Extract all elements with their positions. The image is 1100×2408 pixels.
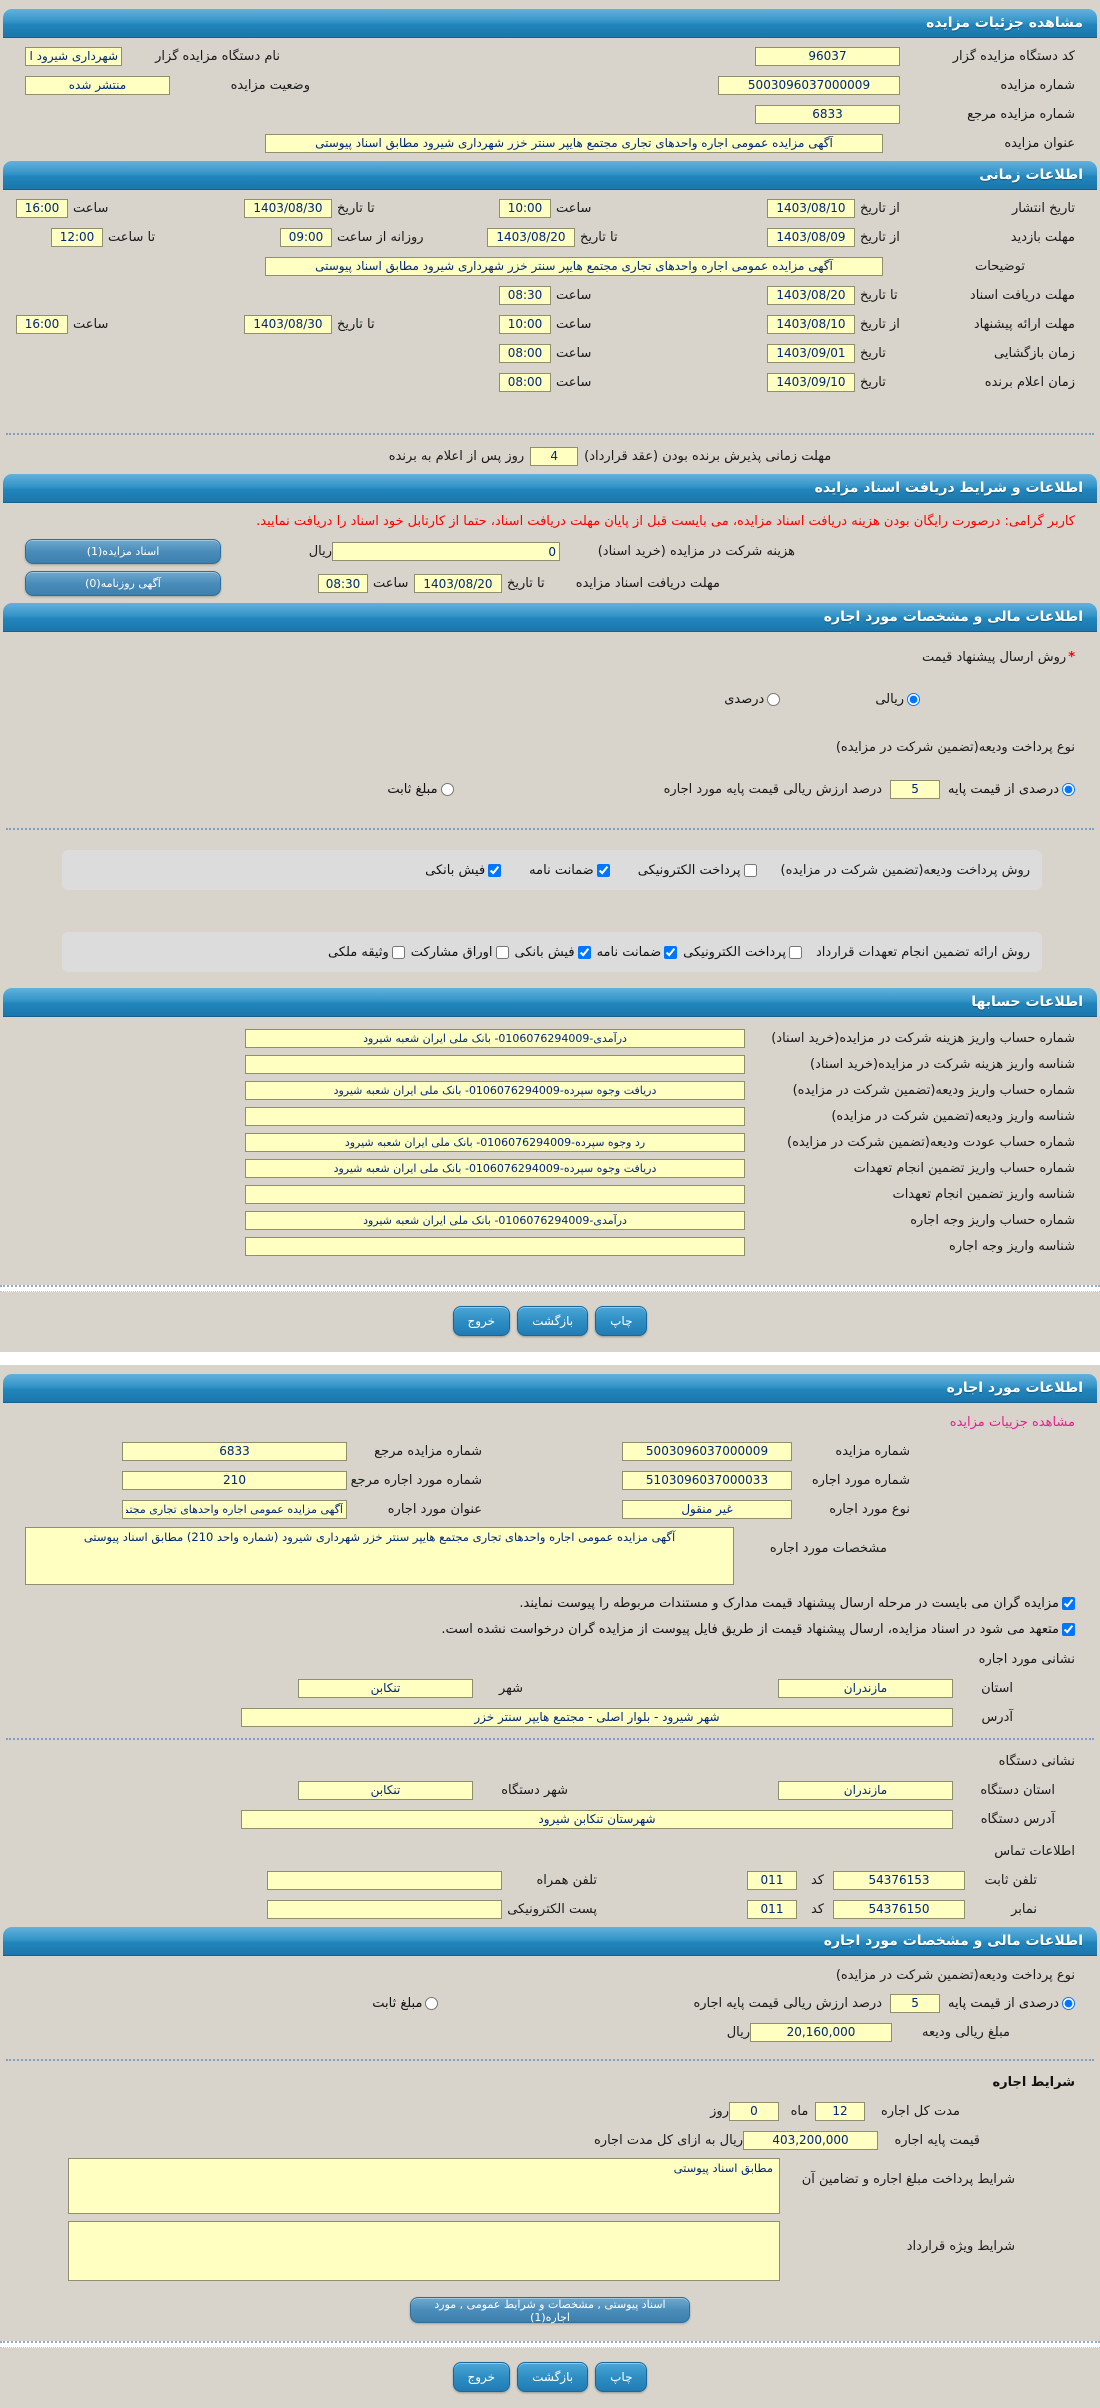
row-fax <box>0 1898 1100 1920</box>
back-button[interactable]: بازگشت <box>517 1306 588 1336</box>
account-label: شماره حساب واریز تضمین انجام تعهدات <box>853 1160 1075 1176</box>
section-header-financial-2 <box>3 1927 1097 1956</box>
checkbox-property-collateral[interactable] <box>328 945 405 960</box>
account-label: شماره حساب واریز وجه اجاره <box>910 1212 1075 1228</box>
exit-button[interactable]: خروج <box>453 1306 511 1336</box>
org-address-label: آدرس دستگاه <box>980 1811 1055 1827</box>
checkbox-label: متعهد می شود در اسناد مزایده، ارسال پیشنهاد قیمت از طریق فایل پیوست از مزایده گران درخواست نشده است. <box>441 1621 1059 1637</box>
auction-no-label: شماره مزایده <box>835 1443 910 1459</box>
section-title: مشاهده جزئیات مزایده <box>926 15 1083 31</box>
docs-deadline-label: مهلت دریافت اسناد مزایده <box>575 576 720 591</box>
row-org-address <box>0 1808 1100 1830</box>
special-terms-label: شرایط ویژه قرارداد <box>906 2239 1015 2254</box>
account-input[interactable] <box>245 1185 745 1204</box>
row-org-province-city <box>0 1779 1100 1801</box>
account-row <box>0 1235 1100 1257</box>
city-label: شهر <box>498 1680 523 1696</box>
item-ref-input[interactable] <box>122 1471 347 1490</box>
org-province-label: استان دستگاه <box>980 1782 1055 1798</box>
org-name-label: نام دستگاه مزایده گزار <box>155 48 280 64</box>
accept-deadline-days-input[interactable] <box>530 447 578 466</box>
payment-terms-label: شرایط پرداخت مبلغ اجاره و تضامین آن <box>801 2172 1015 2187</box>
timing-label: مهلت ارائه پیشنهاد <box>973 316 1075 332</box>
org-code-input[interactable] <box>755 47 900 66</box>
section-header-auction-details <box>3 9 1097 38</box>
guarantee-methods-label: روش ارائه تضمین انجام تعهدات قرارداد <box>815 944 1030 960</box>
account-row <box>0 1157 1100 1179</box>
timing-label: زمان بازگشایی <box>994 345 1075 361</box>
row-rental-auction-no <box>0 1440 1100 1462</box>
base-price-label: قیمت پایه اجاره <box>894 2132 980 2148</box>
visit-daily-from-time-input[interactable] <box>280 228 332 247</box>
auction-status-input[interactable] <box>25 76 170 95</box>
day-label: روز <box>710 2103 729 2119</box>
special-terms-textarea[interactable] <box>68 2221 780 2281</box>
timing-row-docs-deadline <box>0 284 1100 306</box>
rial-radio[interactable] <box>907 693 920 706</box>
no-file-note-checkbox[interactable] <box>1062 1623 1075 1636</box>
radio-label: درصدی از قیمت پایه <box>948 1995 1059 2011</box>
separator-band <box>0 1285 1100 1292</box>
account-row <box>0 1105 1100 1127</box>
nav-buttons-bottom <box>0 2362 1100 2392</box>
province-input[interactable] <box>778 1679 953 1698</box>
publish-to-date-input[interactable] <box>244 199 332 218</box>
section-header-rental-item <box>3 1374 1097 1403</box>
radio-label: مبلغ ثابت <box>372 1995 423 2011</box>
row-duration <box>0 2100 1100 2122</box>
row-rental-type <box>0 1498 1100 1520</box>
winner-time-input[interactable] <box>499 373 551 392</box>
percent-of-base-radio[interactable] <box>1062 1997 1075 2010</box>
electronic-payment-checkbox[interactable] <box>789 946 802 959</box>
section-header-docs <box>3 474 1097 503</box>
account-row <box>0 1079 1100 1101</box>
hour-label: ساعت <box>556 345 592 361</box>
hour-label: ساعت <box>556 200 592 216</box>
checkbox-label: پرداخت الکترونیکی <box>637 862 741 878</box>
radio-label: درصدی <box>724 691 765 707</box>
required-asterisk: * <box>1068 649 1075 665</box>
offer-method-label: روش ارسال پیشنهاد قیمت <box>921 649 1067 665</box>
electronic-payment-checkbox[interactable] <box>744 864 757 877</box>
rental-terms-title: شرایط اجاره <box>992 2074 1075 2090</box>
spec-textarea[interactable] <box>25 1527 734 1585</box>
item-ref-label: شماره مورد اجاره مرجع <box>350 1472 482 1488</box>
to-date-label: تا تاریخ <box>337 200 375 216</box>
accept-deadline-label: مهلت زمانی پذیرش برنده بودن (عقد قرارداد) <box>584 448 832 464</box>
auction-no-input[interactable] <box>622 1442 792 1461</box>
rental-item-block <box>0 1365 1100 2408</box>
docs-deadline-date-input[interactable] <box>767 286 855 305</box>
row-special-terms <box>0 2221 1100 2281</box>
account-row <box>0 1209 1100 1231</box>
from-date-label: از تاریخ <box>860 316 900 332</box>
deposit-amount-label: مبلغ ریالی ودیعه <box>922 2024 1010 2040</box>
fax-input[interactable] <box>833 1900 965 1919</box>
separator <box>6 2059 1094 2061</box>
newspaper-ad-button[interactable]: آگهی روزنامه(0) <box>25 571 221 596</box>
row-spec <box>0 1527 1100 1585</box>
spec-label: مشخصات مورد اجاره <box>769 1541 887 1556</box>
org-address-title: نشانی دستگاه <box>998 1753 1075 1769</box>
to-hour-label: تا ساعت <box>108 229 156 245</box>
phone-label: تلفن ثابت <box>984 1872 1037 1888</box>
row-phone <box>0 1869 1100 1891</box>
print-button[interactable]: چاپ <box>595 2362 647 2392</box>
timing-row-opening <box>0 342 1100 364</box>
account-label: شماره حساب واریز هزینه شرکت در مزایده(خرید اسناد) <box>771 1030 1075 1046</box>
docs-fee-label: هزینه شرکت در مزایده (خرید اسناد) <box>597 544 795 559</box>
checkbox-guarantee-letter[interactable] <box>597 945 678 960</box>
to-date-label: تا تاریخ <box>580 229 618 245</box>
fixed-amount-radio[interactable] <box>441 783 454 796</box>
winner-date-input[interactable] <box>767 373 855 392</box>
code-label: کد <box>810 1872 824 1888</box>
radio-rial[interactable] <box>875 692 920 707</box>
org-city-label: شهر دستگاه <box>501 1782 568 1798</box>
guarantee-letter-checkbox[interactable] <box>597 864 610 877</box>
item-type-input[interactable] <box>622 1500 792 1519</box>
timing-label: مهلت دریافت اسناد <box>969 287 1075 303</box>
bank-receipt-checkbox[interactable] <box>488 864 501 877</box>
separator <box>6 828 1094 830</box>
guarantee-methods-box <box>62 932 1042 972</box>
row-item-province-city <box>0 1677 1100 1699</box>
property-collateral-checkbox[interactable] <box>392 946 405 959</box>
hour-label: ساعت <box>556 316 592 332</box>
timing-label: مهلت بازدید <box>1010 229 1075 245</box>
checkbox-electronic-payment[interactable] <box>638 863 757 878</box>
org-address-input[interactable] <box>241 1810 953 1829</box>
account-input[interactable] <box>245 1211 745 1230</box>
row-deposit-type-label <box>0 736 1100 758</box>
address-label: آدرس <box>981 1709 1013 1725</box>
timing-row-visit <box>0 226 1100 248</box>
publish-from-date-input[interactable] <box>767 199 855 218</box>
radio-fixed-amount[interactable] <box>387 782 453 797</box>
date-label: تاریخ <box>860 345 886 361</box>
docs-deadline-date-input[interactable] <box>414 574 502 593</box>
hour-label: ساعت <box>373 576 409 591</box>
checkbox-label: ضمانت نامه <box>529 862 594 878</box>
attached-docs-button[interactable]: اسناد پیوستی , مشخصات و شرایط عمومی , مورد اجاره(1) <box>410 2297 690 2323</box>
account-input[interactable] <box>245 1029 745 1048</box>
mobile-label: تلفن همراه <box>536 1872 597 1888</box>
view-auction-details-link[interactable]: مشاهده جزییات مزایده <box>949 1414 1075 1430</box>
account-label: شماره حساب عودت ودیعه(تضمین شرکت در مزایده) <box>787 1134 1075 1150</box>
block-separator <box>0 1352 1100 1365</box>
duration-label: مدت کل اجاره <box>880 2103 960 2119</box>
offer-to-date-input[interactable] <box>244 315 332 334</box>
auction-docs-button[interactable]: اسناد مزایده(1) <box>25 539 221 564</box>
row-deposit-amount <box>0 2021 1100 2043</box>
attach-note-checkbox[interactable] <box>1062 1597 1075 1610</box>
row-attach-button <box>0 2297 1100 2323</box>
duration-days-input[interactable] <box>729 2102 779 2121</box>
item-title-input[interactable] <box>122 1500 347 1519</box>
account-label: شناسه واریز ودیعه(تضمین شرکت در مزایده) <box>831 1108 1075 1124</box>
account-row <box>0 1053 1100 1075</box>
phone-input[interactable] <box>833 1871 965 1890</box>
item-type-label: نوع مورد اجاره <box>829 1501 910 1517</box>
bank-receipt-checkbox[interactable] <box>578 946 591 959</box>
date-label: تاریخ <box>860 374 886 390</box>
row-docs-warning <box>0 510 1100 532</box>
visit-to-time-input[interactable] <box>51 228 103 247</box>
checkbox-electronic-payment[interactable] <box>683 945 802 960</box>
publish-to-time-input[interactable] <box>16 199 68 218</box>
pay-methods-label: روش پرداخت ودیعه(تضمین شرکت در مزایده) <box>780 862 1030 878</box>
row-rental-item-no <box>0 1469 1100 1491</box>
visit-to-date-input[interactable] <box>487 228 575 247</box>
subject-label: عنوان مزایده <box>1004 135 1075 151</box>
hour-label: ساعت <box>556 287 592 303</box>
section-header-timing <box>3 161 1097 190</box>
row-deposit-type-label-2 <box>0 1964 1100 1986</box>
radio-percent[interactable] <box>724 692 780 707</box>
auction-status-label: وضعیت مزایده <box>230 77 310 93</box>
publish-from-time-input[interactable] <box>499 199 551 218</box>
row-deposit-type-options-2 <box>0 1992 1100 2014</box>
account-row <box>0 1183 1100 1205</box>
ref-no-label: شماره مزایده مرجع <box>967 106 1075 122</box>
deposit-type-label: نوع پرداخت ودیعه(تضمین شرکت در مزایده) <box>835 739 1075 755</box>
checkbox-label: اوراق مشارکت <box>410 944 493 960</box>
email-label: پست الکترونیکی <box>507 1901 597 1917</box>
checkbox-label: ضمانت نامه <box>596 944 662 960</box>
auction-ref-label: شماره مزایده مرجع <box>374 1443 482 1459</box>
section-title: اطلاعات مورد اجاره <box>946 1380 1083 1396</box>
province-label: استان <box>981 1680 1013 1696</box>
radio-fixed-amount[interactable] <box>372 1996 438 2011</box>
row-offer-method-options <box>0 688 1100 710</box>
row-org-address-title <box>0 1750 1100 1772</box>
org-name-input[interactable] <box>25 47 122 66</box>
checkbox-attach-note[interactable] <box>519 1596 1075 1611</box>
org-city-input[interactable] <box>298 1781 473 1800</box>
item-no-input[interactable] <box>622 1471 792 1490</box>
section-title: اطلاعات حسابها <box>971 994 1083 1010</box>
row-subject <box>0 132 1100 154</box>
row-terms-title <box>0 2071 1100 2093</box>
radio-label: ریالی <box>875 691 904 707</box>
separator <box>6 1738 1094 1740</box>
duration-months-input[interactable] <box>815 2102 865 2121</box>
visit-from-date-input[interactable] <box>767 228 855 247</box>
section-title: اطلاعات و شرایط دریافت اسناد مزایده <box>814 480 1083 496</box>
to-date-label: تا تاریخ <box>507 576 545 591</box>
row-base-price <box>0 2129 1100 2151</box>
section-title: اطلاعات زمانی <box>979 167 1083 183</box>
account-input[interactable] <box>245 1081 745 1100</box>
hour-label: ساعت <box>73 316 109 332</box>
rial-label: ریال <box>308 544 332 559</box>
accept-deadline-suffix: روز پس از اعلام به برنده <box>388 448 525 464</box>
offer-from-time-input[interactable] <box>499 315 551 334</box>
opening-time-input[interactable] <box>499 344 551 363</box>
guarantee-letter-checkbox[interactable] <box>664 946 677 959</box>
deposit-percent-input[interactable] <box>890 1994 940 2013</box>
account-label: شماره حساب واریز ودیعه(تضمین شرکت در مزایده) <box>792 1082 1075 1098</box>
checkbox-participation-bonds[interactable] <box>411 945 509 960</box>
deposit-percent-desc: درصد ارزش ریالی قیمت پایه مورد اجاره <box>663 781 883 797</box>
row-accept-deadline <box>0 445 1100 467</box>
to-date-label: تا تاریخ <box>860 287 898 303</box>
account-input[interactable] <box>245 1159 745 1178</box>
checkbox-label: مزایده گران می بایست در مرحله ارسال پیشنهاد قیمت مدارک و مستندات مربوطه را پیوست نمایند. <box>519 1595 1059 1611</box>
section-header-accounts <box>3 988 1097 1017</box>
row-item-address <box>0 1706 1100 1728</box>
fixed-amount-radio[interactable] <box>425 1997 438 2010</box>
auction-no-label: شماره مزایده <box>1000 77 1075 93</box>
opening-date-input[interactable] <box>767 344 855 363</box>
from-date-label: از تاریخ <box>860 200 900 216</box>
checkbox-no-file-note[interactable] <box>441 1622 1075 1637</box>
to-date-label: تا تاریخ <box>337 316 375 332</box>
fax-label: نمابر <box>1011 1901 1037 1917</box>
timing-row-publish <box>0 197 1100 219</box>
item-address-title: نشانی مورد اجاره <box>978 1651 1075 1667</box>
pay-methods-box <box>62 850 1042 890</box>
nav-buttons <box>0 1306 1100 1336</box>
description-label: توضیحات <box>975 258 1025 274</box>
daily-from-hour-label: روزانه از ساعت <box>337 229 424 245</box>
account-input[interactable] <box>245 1055 745 1074</box>
checkbox-label: فیش بانکی <box>425 862 486 878</box>
radio-percent-of-base[interactable] <box>948 782 1075 797</box>
phone-code-input[interactable] <box>747 1871 797 1890</box>
docs-fee-input[interactable] <box>332 542 560 561</box>
subject-input[interactable] <box>265 134 883 153</box>
timing-row-winner <box>0 371 1100 393</box>
row-org-code <box>0 45 1100 67</box>
city-input[interactable] <box>298 1679 473 1698</box>
email-input[interactable] <box>267 1900 502 1919</box>
radio-label: درصدی از قیمت پایه <box>948 781 1059 797</box>
timing-row-offer <box>0 313 1100 335</box>
checkbox-bank-receipt[interactable] <box>515 945 591 960</box>
offer-from-date-input[interactable] <box>767 315 855 334</box>
checkbox-bank-receipt[interactable] <box>425 863 501 878</box>
row-view-link <box>0 1411 1100 1433</box>
row-deposit-type-options <box>0 778 1100 800</box>
row-item-address-title <box>0 1648 1100 1670</box>
participation-bonds-checkbox[interactable] <box>496 946 509 959</box>
checkbox-label: وثیقه ملکی <box>327 944 389 960</box>
account-input[interactable] <box>245 1133 745 1152</box>
deposit-percent-desc: درصد ارزش ریالی قیمت پایه اجاره <box>693 1995 883 2011</box>
radio-label: مبلغ ثابت <box>387 781 438 797</box>
account-label: شناسه واریز هزینه شرکت در مزایده(خرید اسناد) <box>810 1056 1075 1072</box>
row-docs-deadline <box>0 571 1100 596</box>
deposit-type-label: نوع پرداخت ودیعه(تضمین شرکت در مزایده) <box>835 1967 1075 1983</box>
base-price-unit: ریال به ازای کل مدت اجاره <box>594 2132 743 2148</box>
auction-no-input[interactable] <box>718 76 900 95</box>
item-no-label: شماره مورد اجاره <box>811 1472 910 1488</box>
deposit-amount-input[interactable] <box>750 2023 892 2042</box>
item-title-label: عنوان مورد اجاره <box>387 1501 482 1517</box>
account-label: شناسه واریز وجه اجاره <box>949 1238 1075 1254</box>
print-button[interactable]: چاپ <box>595 1306 647 1336</box>
payment-terms-textarea[interactable] <box>68 2158 780 2214</box>
row-contact-title <box>0 1840 1100 1862</box>
address-input[interactable] <box>241 1708 953 1727</box>
base-price-input[interactable] <box>743 2131 878 2150</box>
row-auction-no <box>0 74 1100 96</box>
from-date-label: از تاریخ <box>860 229 900 245</box>
row-ref-no <box>0 103 1100 125</box>
checkbox-guarantee-letter[interactable] <box>529 863 610 878</box>
deposit-percent-input[interactable] <box>890 780 940 799</box>
org-province-input[interactable] <box>778 1781 953 1800</box>
percent-radio[interactable] <box>767 693 780 706</box>
offer-to-time-input[interactable] <box>16 315 68 334</box>
description-input[interactable] <box>265 257 883 276</box>
account-row <box>0 1131 1100 1153</box>
month-label: ماه <box>790 2103 809 2119</box>
separator <box>6 433 1094 435</box>
account-input[interactable] <box>245 1107 745 1126</box>
percent-of-base-radio[interactable] <box>1062 783 1075 796</box>
checkbox-label: فیش بانکی <box>514 944 575 960</box>
account-label: شناسه واریز تضمین انجام تعهدات <box>892 1186 1075 1202</box>
rial-label: ریال <box>726 2024 750 2040</box>
row-docs-fee <box>0 539 1100 564</box>
timing-label: تاریخ انتشار <box>1012 200 1075 216</box>
section-header-financial <box>3 603 1097 632</box>
auction-ref-input[interactable] <box>122 1442 347 1461</box>
separator-band <box>0 2341 1100 2348</box>
fax-code-input[interactable] <box>747 1900 797 1919</box>
contact-title: اطلاعات تماس <box>994 1843 1075 1859</box>
row-attach-note <box>0 1592 1100 1614</box>
docs-deadline-time-input[interactable] <box>499 286 551 305</box>
mobile-input[interactable] <box>267 1871 502 1890</box>
code-label: کد <box>810 1901 824 1917</box>
docs-deadline-time-input[interactable] <box>318 574 368 593</box>
account-input[interactable] <box>245 1237 745 1256</box>
checkbox-label: پرداخت الکترونیکی <box>683 944 786 960</box>
ref-no-input[interactable] <box>755 105 900 124</box>
back-button[interactable]: بازگشت <box>517 2362 588 2392</box>
section-title: اطلاعات مالی و مشخصات مورد اجاره <box>823 609 1083 625</box>
exit-button[interactable]: خروج <box>453 2362 511 2392</box>
row-payment-terms <box>0 2158 1100 2214</box>
account-row <box>0 1027 1100 1049</box>
hour-label: ساعت <box>73 200 109 216</box>
section-title: اطلاعات مالی و مشخصات مورد اجاره <box>823 1933 1083 1949</box>
radio-percent-of-base[interactable] <box>948 1996 1075 2011</box>
row-no-file-note <box>0 1618 1100 1640</box>
row-offer-method-label <box>0 646 1100 668</box>
timing-label: زمان اعلام برنده <box>984 374 1075 390</box>
docs-warning-text: کاربر گرامی: درصورت رایگان بودن هزینه دریافت اسناد مزایده، می بایست قبل از پایان مهلت دریافت اسناد، حتما از کارتابل خود اسناد را دریافت نمایید. <box>256 513 1075 529</box>
timing-row-description <box>0 255 1100 277</box>
hour-label: ساعت <box>556 374 592 390</box>
org-code-label: کد دستگاه مزایده گزار <box>952 48 1075 64</box>
